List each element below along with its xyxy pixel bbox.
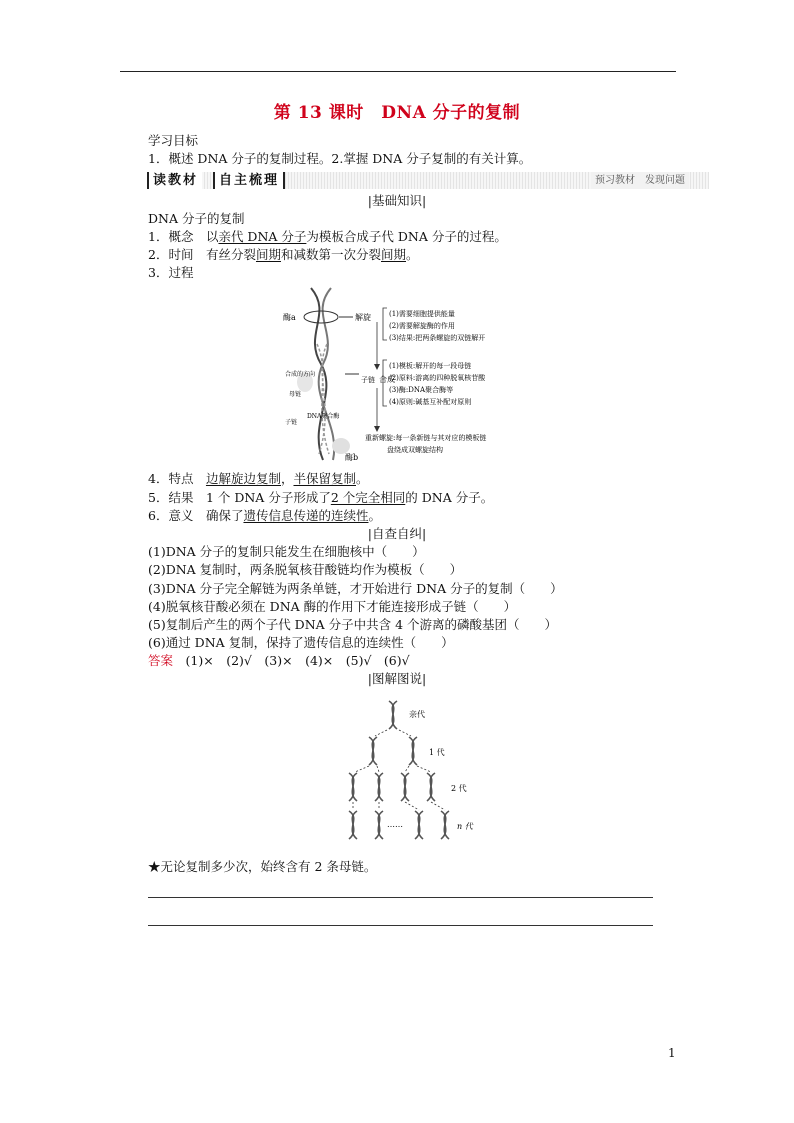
meaning-line: 6．意义 确保了遗传信息传递的连续性。	[148, 508, 381, 523]
selfcheck-item-3: (3)DNA 分子完全解链为两条单链，才开始进行 DNA 分子的复制（ ）	[148, 581, 563, 596]
section-banner	[147, 172, 709, 189]
note-line: ★无论复制多少次，始终含有 2 条母链。	[148, 859, 377, 874]
unwind-note-3: (3)结果:把两条螺旋的双链解开	[389, 334, 486, 342]
generations-diagram	[343, 697, 503, 847]
answer-rule-2	[148, 925, 653, 926]
rewind-note-2: 盘绕成双螺旋结构	[387, 446, 443, 454]
result-line: 5．结果 1 个 DNA 分子形成了2 个完全相同的 DNA 分子。	[148, 490, 494, 505]
enzyme-b-label: 酶b	[345, 453, 359, 462]
gen2-label: 2 代	[451, 784, 467, 793]
objectives-heading: 学习目标	[148, 133, 199, 148]
page-number: 1	[668, 1046, 676, 1060]
banner-tab-self: 自主梳理	[213, 172, 285, 189]
direction-label: 合成的方向	[285, 371, 316, 378]
selfcheck-item-6: (6)通过 DNA 复制，保持了遗传信息的连续性（ ）	[148, 635, 454, 650]
selfcheck-item-1: (1)DNA 分子的复制只能发生在细胞核中（ ）	[148, 544, 425, 559]
selfcheck-item-5: (5)复制后产生的两个子代 DNA 分子中共含 4 个游离的磷酸基团（ ）	[148, 617, 558, 632]
answer-label: 答案	[148, 653, 174, 668]
synth-note-3: (3)酶:DNA聚合酶等	[389, 386, 454, 394]
replication-diagram	[283, 284, 539, 464]
selfcheck-item-2: (2)DNA 复制时，两条脱氧核苷酸链均作为模板（ ）	[148, 562, 463, 577]
answer-values: (1)× (2)√ (3)× (4)× (5)√ (6)√	[185, 653, 410, 668]
enzyme-a-label: 酶a	[283, 313, 296, 322]
figure2-heading: |图解图说|	[367, 671, 427, 686]
selfcheck-item-4: (4)脱氧核苷酸必须在 DNA 酶的作用下才能连接形成子链（ ）	[148, 599, 517, 614]
synth-note-1: (1)模板:解开的每一段母链	[389, 362, 472, 370]
unwind-note-1: (1)需要细胞提供能量	[389, 310, 455, 318]
dots-label: ……	[387, 820, 403, 829]
synth-note-4: (4)原则:碱基互补配对原则	[389, 398, 472, 406]
gen1-label: 1 代	[429, 748, 445, 757]
answer-line-text	[148, 652, 410, 670]
daughter-chain-label: 子链	[285, 419, 298, 426]
rewind-note-1: 重新螺旋:每一条新链与其对应的模板链	[365, 434, 487, 442]
banner-right-text: 预习教材 发现问题	[591, 172, 689, 189]
genn-label: n 代	[457, 822, 473, 831]
synth-note-2: (2)原料:游离的四种脱氧核苷酸	[389, 374, 486, 382]
parent-strand-label: 母链	[289, 391, 302, 398]
time-line: 2．时间 有丝分裂间期和减数第一次分裂间期。	[148, 247, 419, 262]
daughter-label: 子链	[361, 376, 375, 384]
synth-label: 合成	[379, 375, 395, 384]
banner-tab-read: 读教材	[147, 172, 202, 189]
header-rule	[120, 71, 676, 72]
answer-rule-1	[148, 897, 653, 898]
feature-line: 4．特点 边解旋边复制，半保留复制。	[148, 471, 369, 486]
gen0-label: 亲代	[409, 710, 425, 719]
basic-heading: |基础知识|	[367, 193, 427, 208]
selfcheck-heading: |自查自纠|	[367, 526, 427, 541]
dna-pol-label: DNA聚合酶	[307, 413, 340, 420]
unwind-note-2: (2)需要解旋酶的作用	[389, 322, 455, 330]
concept-line: 1．概念 以亲代 DNA 分子为模板合成子代 DNA 分子的过程。	[148, 229, 507, 244]
topic-line: DNA 分子的复制	[148, 211, 245, 226]
page-title: 第 13 课时 DNA 分子的复制	[273, 103, 521, 123]
objectives-text: 1．概述 DNA 分子的复制过程。2.掌握 DNA 分子复制的有关计算。	[148, 151, 532, 166]
unwind-label: 解旋	[355, 313, 371, 322]
process-line: 3．过程	[148, 265, 194, 280]
